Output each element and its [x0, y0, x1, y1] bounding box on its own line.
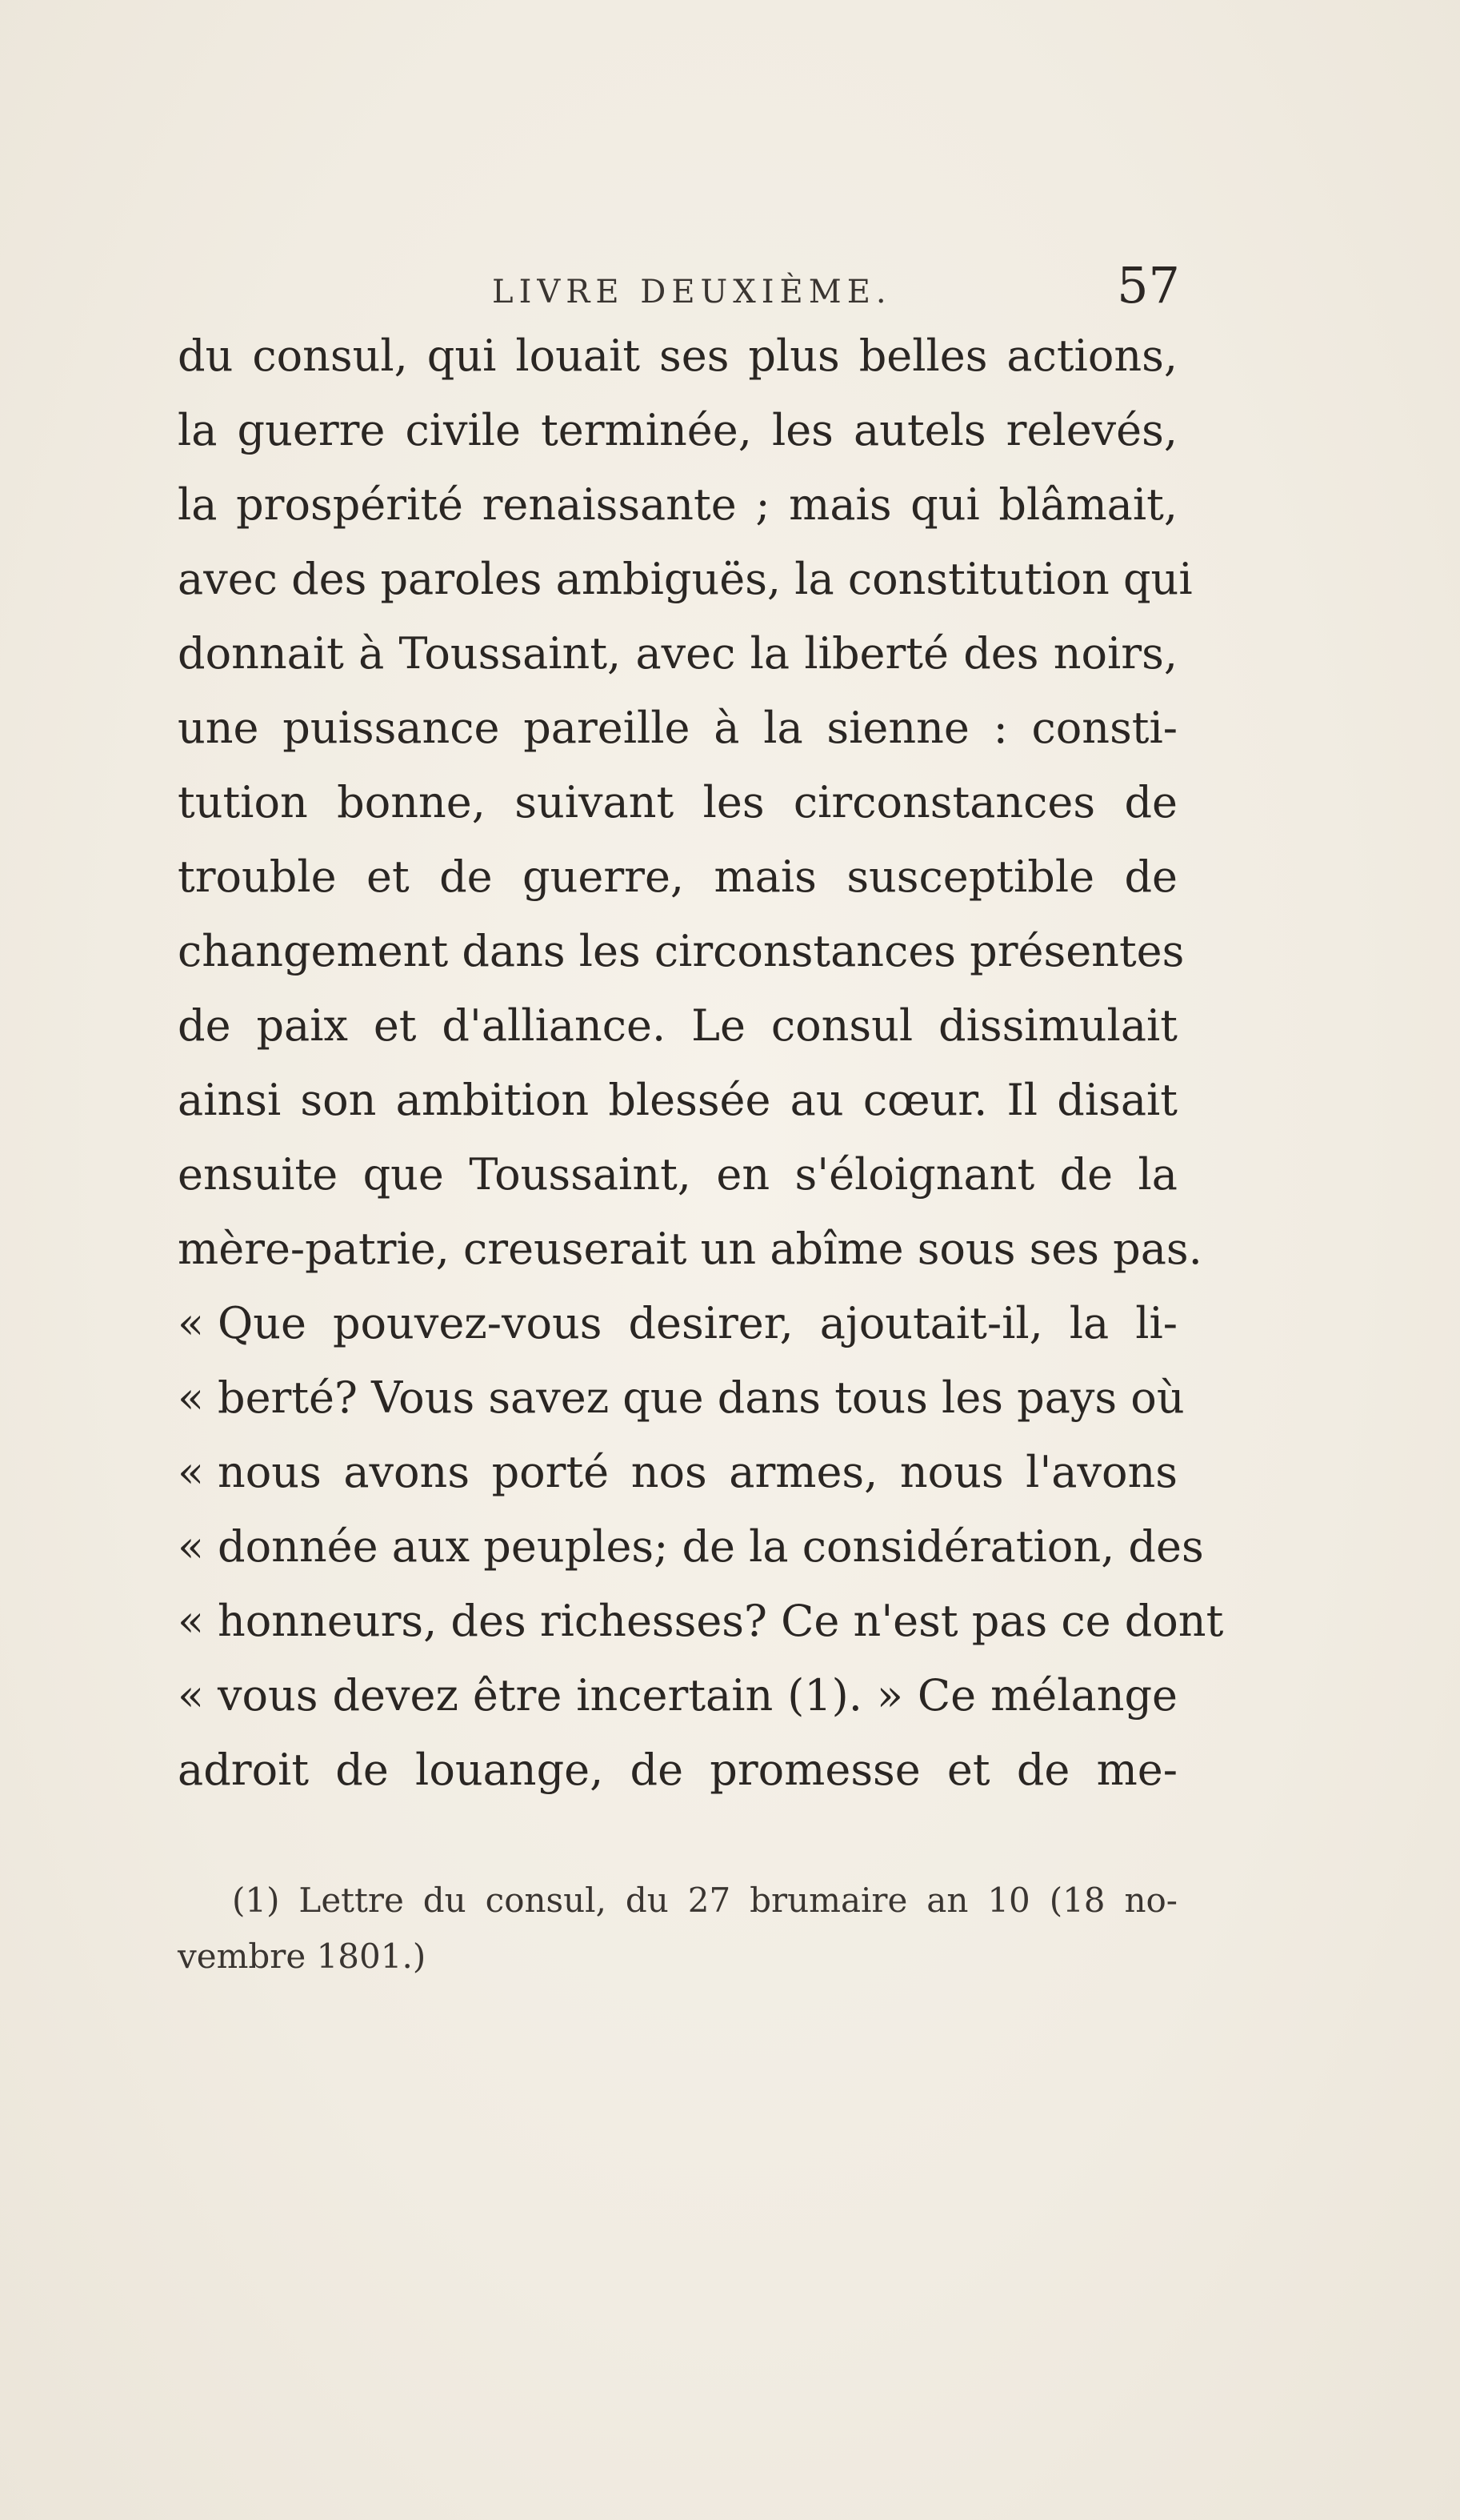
quoted-text: nous avons porté nos armes, nous l'avons — [218, 1447, 1178, 1497]
footnote — [178, 1873, 1178, 1985]
text-line: avec des paroles ambiguës, la constitution qui — [178, 554, 1193, 604]
text-line: mère-patrie, creuserait un abîme sous ses pas. — [178, 1224, 1202, 1274]
text-line: la guerre civile terminée, les autels relevés, — [178, 405, 1178, 455]
text-line: changement dans les circonstances présentes — [178, 926, 1185, 976]
footnote-line: (1) Lettre du consul, du 27 brumaire an 10 (18 no- — [232, 1881, 1178, 1920]
text-line: donnait à Toussaint, avec la liberté des noirs, — [178, 628, 1178, 679]
body-text — [178, 319, 1224, 1807]
text-line: trouble et de guerre, mais susceptible de — [178, 851, 1178, 902]
page-header — [172, 256, 1180, 328]
quoted-text: honneurs, des richesses? Ce n'est pas ce dont — [218, 1596, 1224, 1646]
text-line: ensuite que Toussaint, en s'éloignant de la — [178, 1149, 1178, 1200]
quote-mark: « — [178, 1596, 205, 1646]
text-line: ainsi son ambition blessée au cœur. Il disait — [178, 1075, 1178, 1125]
quoted-text: Que pouvez-vous desirer, ajoutait-il, la li- — [218, 1298, 1178, 1348]
text-line: adroit de louange, de promesse et de me- — [178, 1745, 1178, 1795]
text-line: une puissance pareille à la sienne : consti- — [178, 703, 1178, 753]
quoted-line — [178, 1584, 1224, 1658]
quote-mark: « — [178, 1521, 205, 1572]
quoted-text: berté? Vous savez que dans tous les pays où — [218, 1372, 1185, 1423]
quote-mark: « — [178, 1372, 205, 1423]
quoted-text: vous devez être incertain (1). » Ce mélange — [218, 1670, 1178, 1721]
quoted-line — [178, 1509, 1204, 1584]
running-head: LIVRE DEUXIÈME. — [492, 274, 892, 310]
quote-mark: « — [178, 1298, 205, 1348]
quoted-text: donnée aux peuples; de la considération, des — [218, 1521, 1204, 1572]
quote-mark: « — [178, 1447, 205, 1497]
text-line: la prospérité renaissante ; mais qui blâmait, — [178, 479, 1178, 530]
text-line: du consul, qui louait ses plus belles actions, — [178, 331, 1178, 381]
footnote-line: vembre 1801.) — [178, 1937, 426, 1976]
quoted-line — [178, 1286, 1178, 1360]
page-number: 57 — [1117, 256, 1180, 314]
quoted-line — [178, 1360, 1185, 1435]
quoted-line — [178, 1658, 1178, 1733]
text-line: tution bonne, suivant les circonstances de — [178, 777, 1178, 827]
quote-mark: « — [178, 1670, 205, 1721]
text-line: de paix et d'alliance. Le consul dissimulait — [178, 1000, 1178, 1051]
quoted-line — [178, 1435, 1178, 1509]
